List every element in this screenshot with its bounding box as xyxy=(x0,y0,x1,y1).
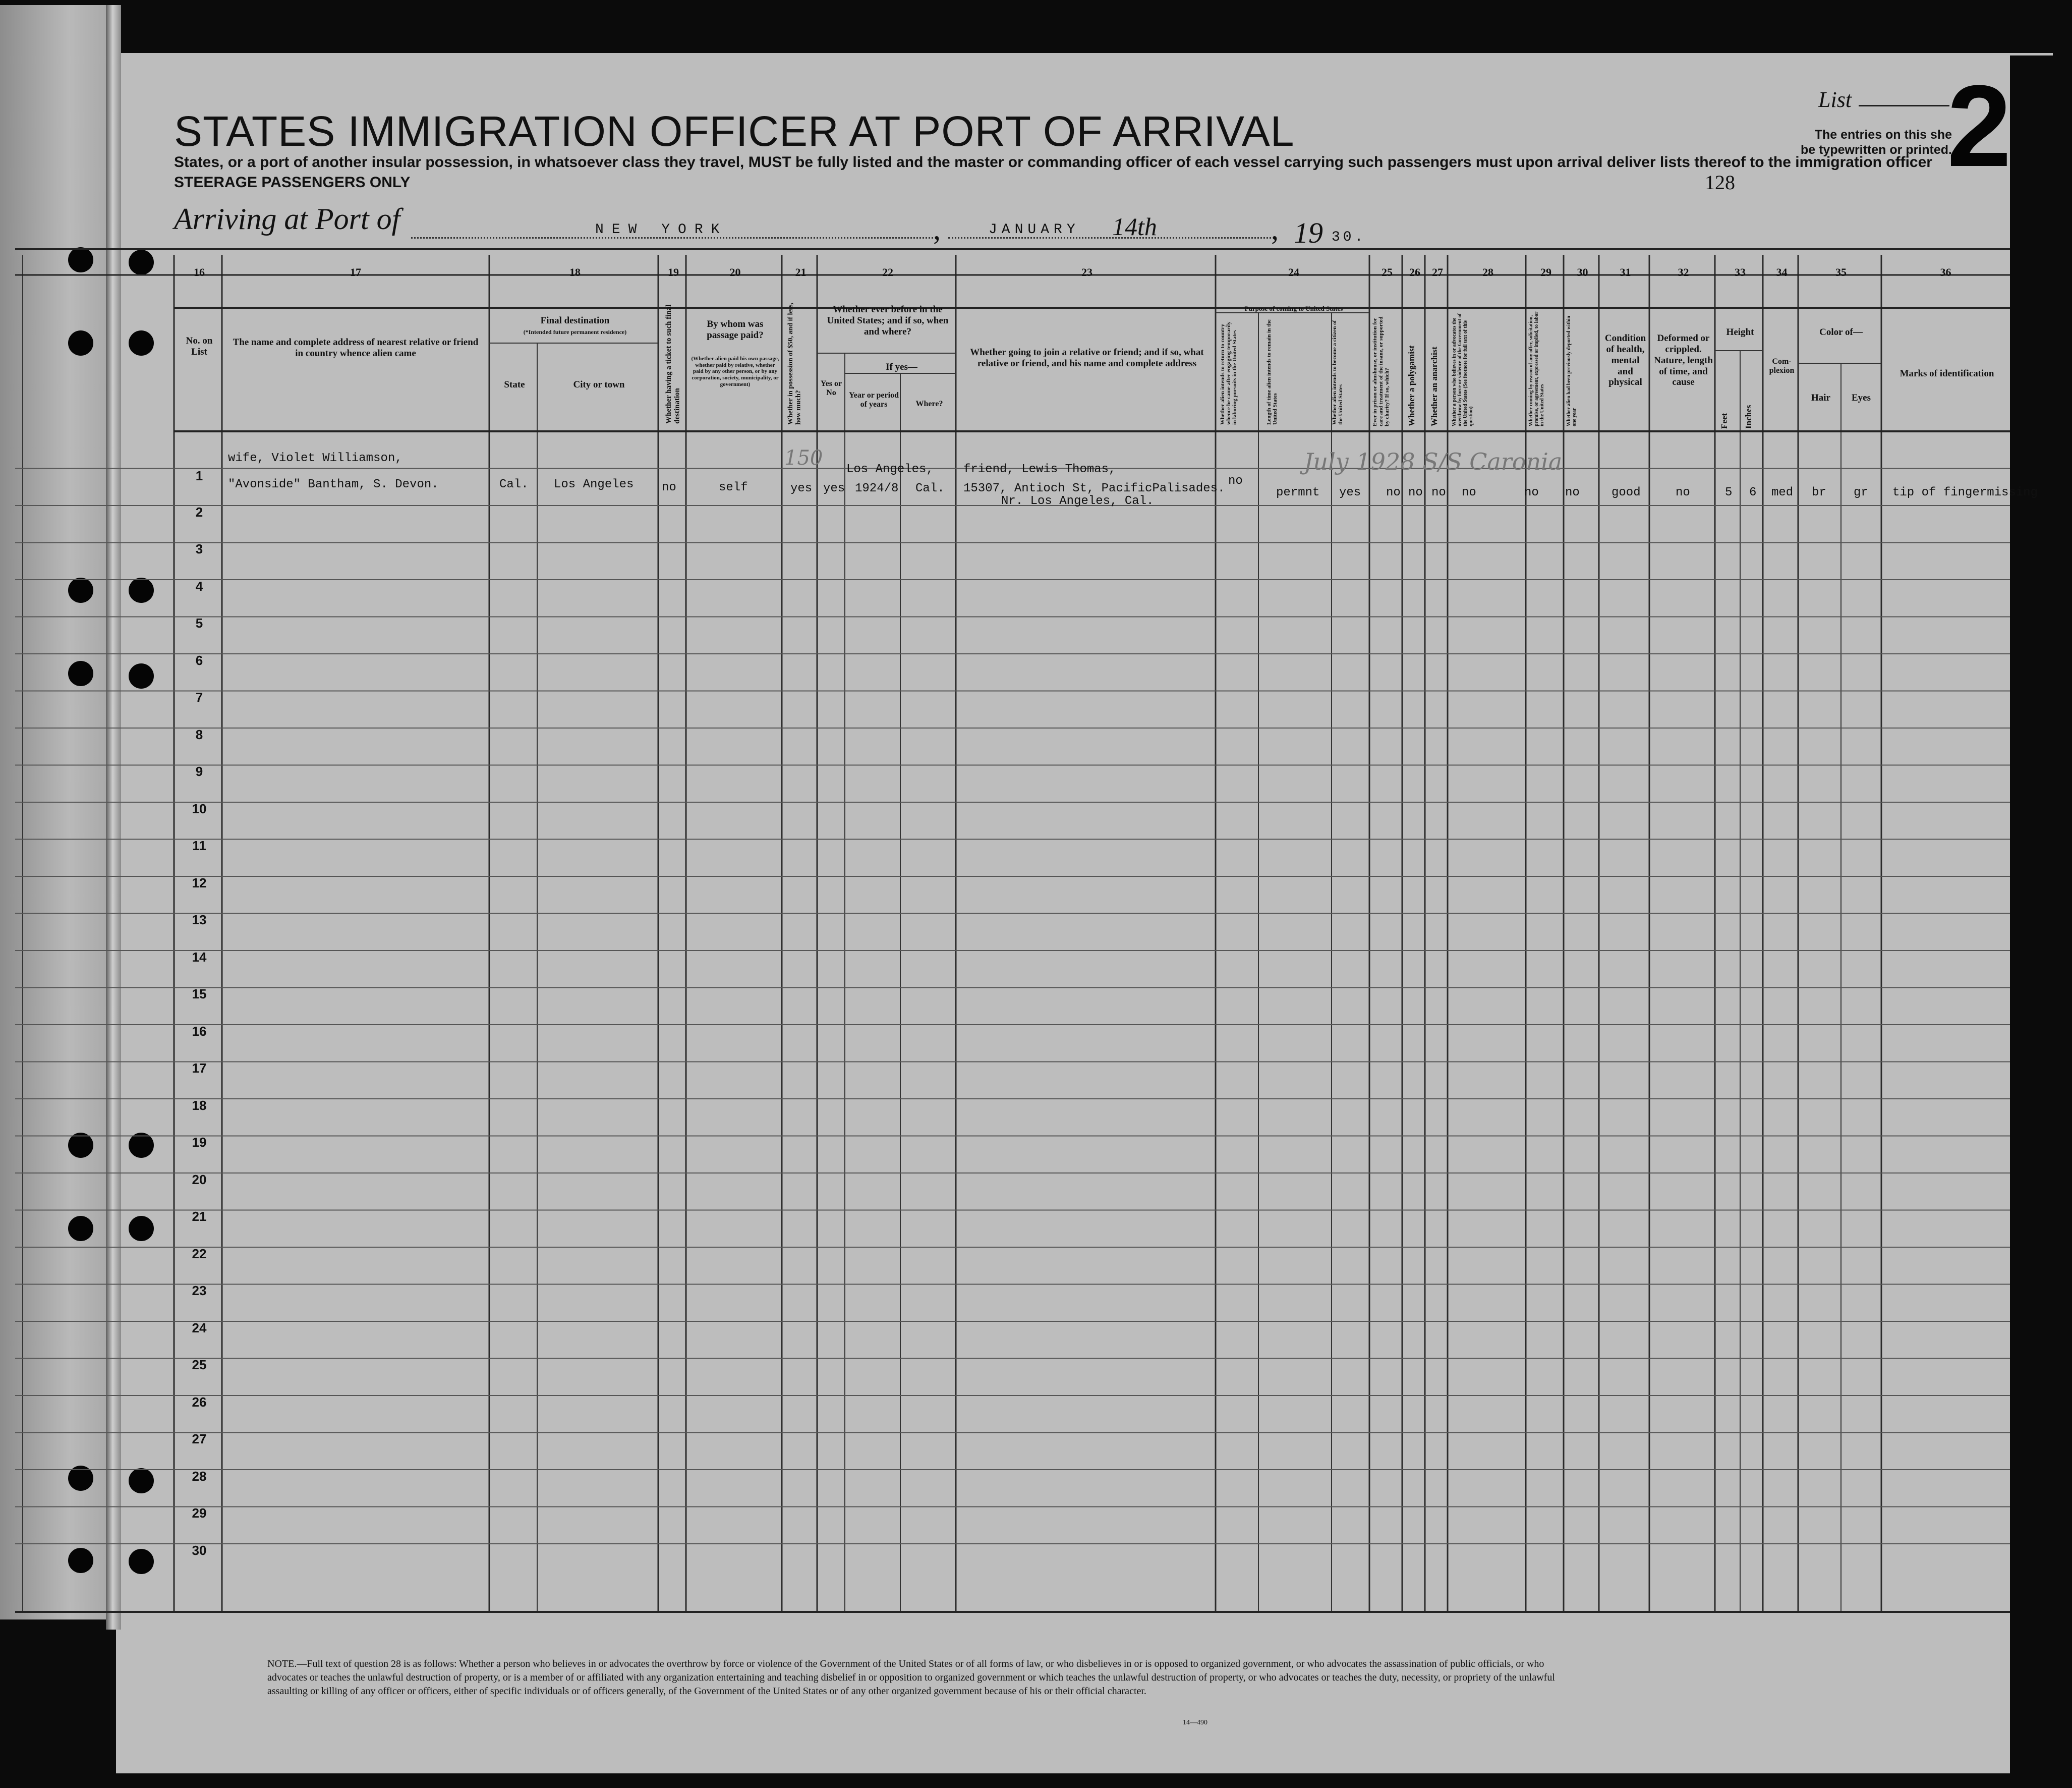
separator: , xyxy=(933,212,941,246)
column-number: 24 xyxy=(1288,266,1299,278)
footnote: NOTE.—Full text of question 28 is as follows: Whether a person who believes in or advocates the overthrow by force or violence of the Government of the United States or of all forms of law, or who disbelieves in or is opposed to organized government, or who advocates the assassination of public officials, or who advocates or teaches the unlawful destruction of property, or is a member of or affiliated with any organization entertaining and teaching disbelief in or opposition to organized government or which teaches the unlawful destruction of property, or who advocates or teaches the duty, necessity, or propriety of the unlawful assaulting or killing of any officer or officers, either of specific individuals or of officers generally, of the Government of the United States or of any other organized government because of his or their official character. xyxy=(267,1658,1555,1697)
header-if-yes: If yes— xyxy=(886,362,917,372)
header-eyes: Eyes xyxy=(1852,393,1871,403)
arriving-label: Arriving at Port of xyxy=(174,202,400,236)
header-passage-paid-note: (Whether alien paid his own passage, whether paid by relative, whether paid by any other person, or by any corporation, society, municipality, or government) xyxy=(691,356,779,387)
arrival-annotation-handwritten: July 1928 S/S Caronia xyxy=(1304,448,1563,475)
join-address-line: Nr. Los Angeles, Cal. xyxy=(1001,494,1154,508)
row-number: 5 xyxy=(195,616,203,631)
before-yes-no: yes xyxy=(823,482,845,495)
prison-value: no xyxy=(1386,486,1401,499)
row-number: 30 xyxy=(192,1543,207,1558)
column-number: 21 xyxy=(795,266,807,278)
health-value: good xyxy=(1611,486,1641,499)
row-number: 20 xyxy=(192,1172,207,1187)
column-number: 35 xyxy=(1835,266,1847,278)
row-number: 25 xyxy=(192,1357,207,1372)
header-where: Where? xyxy=(915,400,943,408)
header-fifty-dollars: Whether in possession of $50, and if less, how much? xyxy=(787,302,802,425)
row-number: 19 xyxy=(192,1135,207,1150)
column-number: 16 xyxy=(194,266,205,278)
column-number: 36 xyxy=(1940,266,1951,278)
header-height: Height xyxy=(1726,327,1754,338)
header-deported: Whether alien had been previously deported within one year xyxy=(1566,315,1577,426)
header-passage-paid: By whom was passage paid? xyxy=(707,319,764,341)
passage-paid-value: self xyxy=(719,481,748,494)
row-number: 14 xyxy=(192,949,207,965)
column-number: 19 xyxy=(668,266,679,278)
polygamist-value: no xyxy=(1408,486,1423,499)
row-number: 11 xyxy=(192,838,206,853)
relative-name: wife, Violet Williamson, xyxy=(228,452,402,465)
list-label: List xyxy=(1818,87,1852,112)
column-number: 17 xyxy=(350,266,361,278)
header-labor-offer: Whether coming by reason of any offer, solicitation, promise, or agreement, expressed or implied, to labor in the United States xyxy=(1528,311,1545,426)
header-ticket: Whether having a ticket to such final destination xyxy=(665,304,681,424)
before-state: Cal. xyxy=(915,482,945,495)
hair-value: br xyxy=(1812,486,1826,499)
header-purpose: Purpose of coming to United States xyxy=(1244,305,1343,312)
header-year: Year or period of years xyxy=(849,391,899,409)
row-number: 16 xyxy=(192,1024,207,1039)
deformed-value: no xyxy=(1676,486,1690,499)
column-number: 33 xyxy=(1735,266,1746,278)
header-purpose-citizen: Whether alien intends to become a citizen of the United States xyxy=(1332,320,1344,425)
document-title: STATES IMMIGRATION OFFICER AT PORT OF ARRIVAL xyxy=(174,107,1295,155)
column-number: 27 xyxy=(1432,266,1443,278)
row-number: 23 xyxy=(192,1283,207,1298)
row-number: 15 xyxy=(192,986,207,1001)
ticket-value: no xyxy=(662,481,676,494)
relative-address: "Avonside" Bantham, S. Devon. xyxy=(228,478,439,491)
row-number: 7 xyxy=(195,690,203,705)
column-number: 29 xyxy=(1540,266,1551,278)
row-number: 21 xyxy=(192,1209,207,1224)
row-number: 22 xyxy=(192,1246,207,1261)
before-year: 1924/8 xyxy=(855,482,899,495)
row-number: 12 xyxy=(192,875,207,890)
header-marks: Marks of identification xyxy=(1900,368,1994,379)
header-complexion: Com-plexion xyxy=(1769,357,1795,375)
eyes-value: gr xyxy=(1854,486,1868,499)
before-place: Los Angeles, xyxy=(846,463,934,476)
height-feet-value: 5 xyxy=(1725,486,1733,499)
row-number: 4 xyxy=(195,579,203,594)
complexion-value: med xyxy=(1771,486,1794,499)
form-code: 14—490 xyxy=(1183,1719,1207,1726)
header-state: State xyxy=(504,379,525,390)
marks-value: tip of fingermissing xyxy=(1892,486,2038,499)
list-number: 2 xyxy=(1947,61,2011,191)
header-purpose-return: Whether alien intends to return to country whence he came after engaging temporarily in laboring pursuits in the United States xyxy=(1220,321,1238,425)
column-number: 32 xyxy=(1678,266,1689,278)
column-number: 26 xyxy=(1409,266,1420,278)
height-inches-value: 6 xyxy=(1749,486,1757,499)
row-number: 28 xyxy=(192,1469,207,1484)
header-deformed: Deformed or crippled. Nature, length of time, and cause xyxy=(1654,333,1713,388)
year-suffix: 30. xyxy=(1332,230,1366,245)
header-join-relative: Whether going to join a relative or friend; and if so, what relative or friend, and his name and complete address xyxy=(970,347,1204,369)
purpose-return: no xyxy=(1228,474,1243,488)
column-number: 34 xyxy=(1776,266,1788,278)
column-number: 22 xyxy=(882,266,893,278)
column-number: 28 xyxy=(1482,266,1493,278)
deported-value: no xyxy=(1565,486,1580,499)
row-number: 13 xyxy=(192,912,207,927)
header-color-of: Color of— xyxy=(1819,327,1863,338)
purpose-citizen: yes xyxy=(1339,486,1361,499)
row-number: 1 xyxy=(195,468,203,483)
header-question-28: Whether a person who believes in or advocates the overthrow by force or violence of the Government of the United States (See footnote for full text of this question) xyxy=(1452,313,1474,426)
list-note-line: The entries on this she xyxy=(1814,128,1952,142)
header-hair: Hair xyxy=(1811,393,1830,403)
row-number: 24 xyxy=(192,1320,207,1335)
row-number: 26 xyxy=(192,1394,207,1410)
row-number: 3 xyxy=(195,541,203,556)
header-purpose-length: Length of time alien intends to remain in the United States xyxy=(1266,319,1279,425)
row-number: 10 xyxy=(192,801,207,816)
labor-offer-value: no xyxy=(1524,486,1539,499)
row-number: 6 xyxy=(195,653,203,668)
join-relative-line: friend, Lewis Thomas, xyxy=(963,463,1116,476)
destination-state: Cal. xyxy=(499,478,529,491)
header-city: City or town xyxy=(573,379,625,390)
column-number: 20 xyxy=(729,266,741,278)
header-prison: Ever in prison or almshouse, or institution for care and treatment of the insane, or supported by charity? If so, which? xyxy=(1372,316,1391,426)
header-final-destination-note: (*Intended future permanent residence) xyxy=(523,328,627,336)
purpose-length: permnt xyxy=(1276,486,1320,499)
header-polygamist: Whether a polygamist xyxy=(1407,345,1416,426)
column-number: 25 xyxy=(1382,266,1393,278)
list-note-line: be typewritten or printed. xyxy=(1800,143,1952,157)
header-before-in-us: Whether ever before in the United States; and if so, when and where? xyxy=(827,304,949,337)
day-value: 14th xyxy=(1112,212,1157,241)
header-feet: Feet xyxy=(1719,413,1729,429)
header-anarchist: Whether an anarchist xyxy=(1429,346,1439,426)
row-number: 8 xyxy=(195,727,203,742)
header-no-on-list: No. on List xyxy=(186,336,213,357)
month-value: JANUARY xyxy=(989,222,1080,238)
column-number: 31 xyxy=(1620,266,1631,278)
row-number: 29 xyxy=(192,1505,207,1521)
steerage-label: STEERAGE PASSENGERS ONLY xyxy=(174,174,411,191)
column-number: 18 xyxy=(569,266,581,278)
header-yes-no: Yes or No xyxy=(820,379,842,398)
header-relative-address: The name and complete address of nearest relative or friend in country whence alien came xyxy=(233,337,479,359)
stamp-number: 128 xyxy=(1705,171,1735,194)
money-value: yes xyxy=(790,482,813,495)
column-number: 30 xyxy=(1577,266,1588,278)
header-health: Condition of health, mental and physical xyxy=(1604,333,1646,388)
separator: , xyxy=(1271,212,1279,246)
money-amount-handwritten: 150 xyxy=(784,446,823,470)
row-number: 27 xyxy=(192,1431,207,1446)
port-value: NEW YORK xyxy=(595,222,728,238)
document-subtitle: States, or a port of another insular possession, in whatsoever class they travel, MUST be fully listed and the master or commanding officer of each vessel carrying such passengers must upon arrival deliver lists thereof to the immigration officer xyxy=(174,154,1932,171)
anarchist-value: no xyxy=(1431,486,1446,499)
destination-city: Los Angeles xyxy=(554,478,634,491)
header-final-destination: Final destination xyxy=(540,315,610,326)
header-inches: Inches xyxy=(1744,405,1753,429)
row-number: 9 xyxy=(195,764,203,779)
row-number: 2 xyxy=(195,505,203,520)
column-number: 23 xyxy=(1081,266,1092,278)
row-number: 18 xyxy=(192,1098,207,1113)
question-28-value: no xyxy=(1462,486,1476,499)
join-address-line: 15307, Antioch St, PacificPalisades. xyxy=(963,482,1225,495)
year-prefix: 19 xyxy=(1294,216,1323,249)
row-number: 17 xyxy=(192,1060,207,1076)
